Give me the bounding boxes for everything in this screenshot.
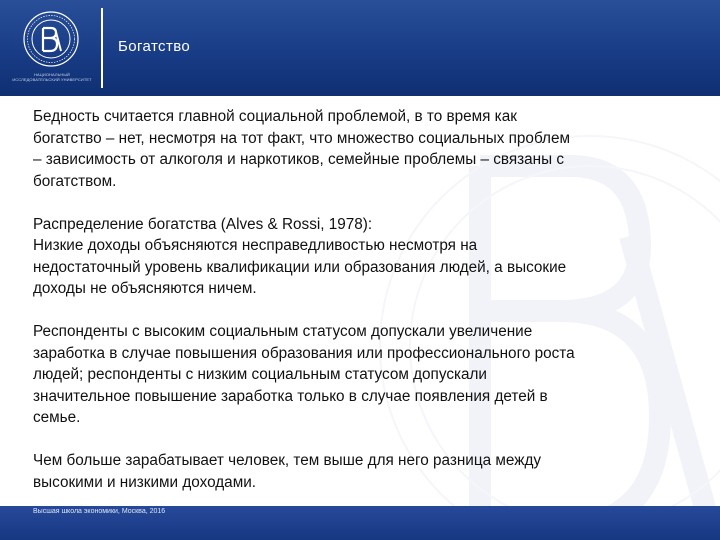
footer-text: Высшая школа экономики, Москва, 2016 [33,508,166,515]
text-line: богатством. [33,172,117,190]
header-divider [101,8,103,88]
text-line: недостаточный уровень квалификации или образования людей, а высокие [33,258,567,276]
text-line: Бедность считается главной социальной проблемой, в то время как [33,108,517,125]
paragraph-respondents [33,321,683,429]
slide-title: Богатство [118,38,191,55]
paragraph-poverty [33,106,683,192]
text-line: Низкие доходы объясняются несправедливостью несмотря на [33,237,478,254]
text-line: людей; респонденты с низким социальным статусом допускали [33,366,487,383]
text-line: богатство – нет, несмотря на тот факт, что множество социальных проблем [33,129,570,147]
text-line: заработка в случае повышения образования или профессионального роста [33,344,575,362]
text-line: высокими и низкими доходами. [33,473,256,491]
text-line: значительное повышение заработка только в случае появления детей в [33,387,548,405]
slide-body [33,106,683,493]
text-line: доходы не объясняются ничем. [33,280,257,297]
paragraph-distribution [33,214,683,300]
text-line: Респонденты с высоким социальным статусом допускали увеличение [33,323,533,340]
text-line: – зависимость от алкоголя и наркотиков, семейные проблемы – связаны с [33,151,564,168]
paragraph-income-gap [33,450,683,493]
text-line: Распределение богатства (Alves & Rossi, 1978): [33,215,373,233]
text-line: семье. [33,409,81,426]
logo-caption: НАЦИОНАЛЬНЫЙ ИССЛЕДОВАТЕЛЬСКИЙ УНИВЕРСИТЕТ [12,72,92,82]
text-line: Чем больше зарабатывает человек, тем выше для него разница между [33,452,542,469]
slide-header [0,0,720,96]
